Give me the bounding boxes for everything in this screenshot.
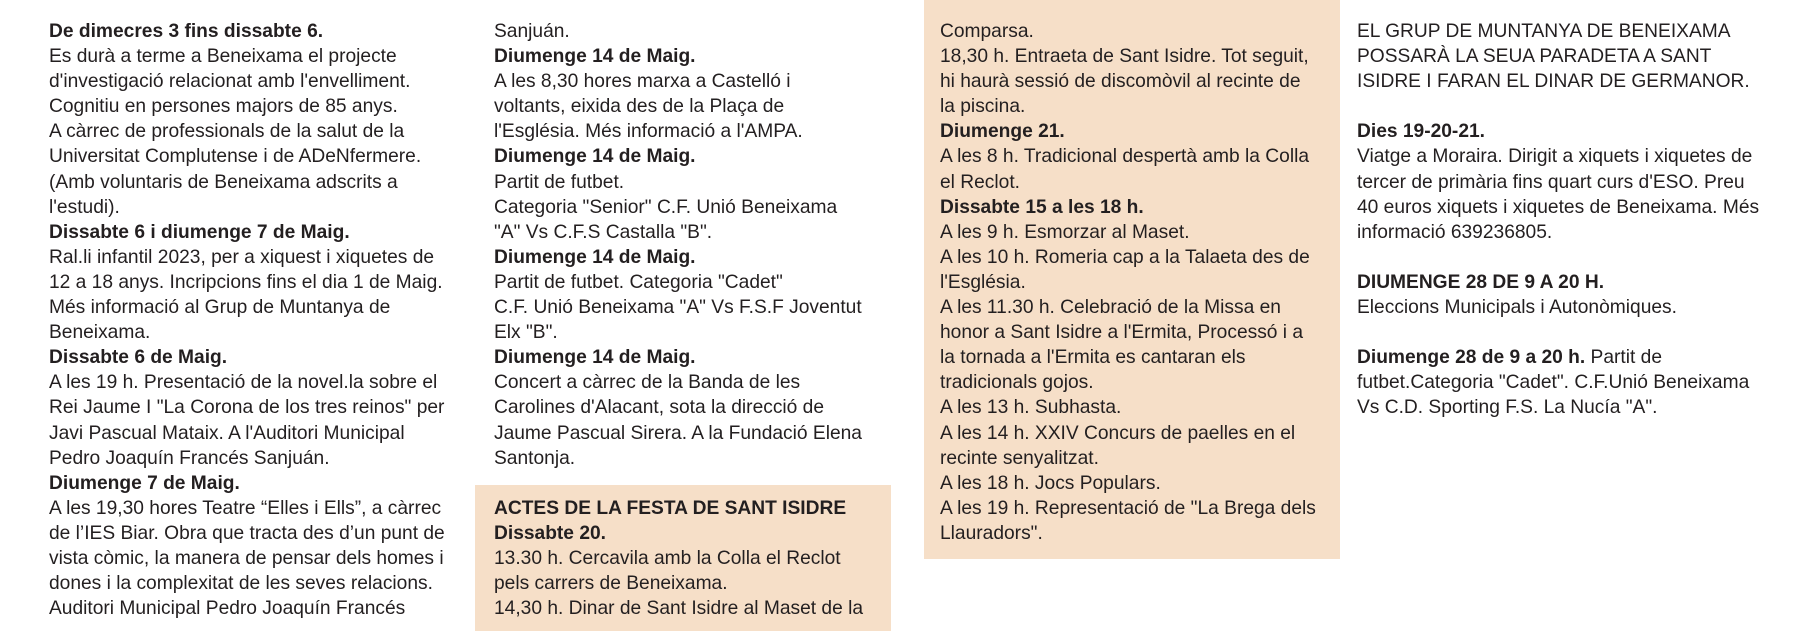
event-text: la tornada a l'Ermita es cantaran els — [940, 347, 1246, 369]
event-text: A les 13 h. Subhasta. — [940, 397, 1122, 419]
event-heading: Diumenge 14 de Maig. — [494, 146, 696, 168]
event-heading: Dissabte 6 i diumenge 7 de Maig. — [49, 221, 350, 243]
event-text: vista còmic, la manera de pensar dels homes i — [49, 547, 444, 569]
event-text: Llauradors". — [940, 522, 1043, 544]
event-heading: ACTES DE LA FESTA DE SANT ISIDRE — [494, 498, 847, 519]
event-text: A les 19,30 hores Teatre “Elles i Ells”, a càrrec — [49, 497, 442, 519]
event-text: Ral.li infantil 2023, per a xiquest i xiquetes de — [49, 246, 435, 268]
event-text: "A" Vs C.F.S Castalla "B". — [494, 221, 713, 243]
event-heading: Dissabte 20. — [494, 523, 606, 545]
event-text: A les 19 h. Representació de "La Brega dels — [940, 497, 1316, 519]
event-text: pels carrers de Beneixama. — [494, 573, 728, 595]
event-text: A les 19 h. Presentació de la novel.la sobre el — [49, 372, 438, 394]
event-text: Partit de futbet. Categoria "Cadet" — [494, 271, 783, 293]
sant-isidre-panel-left — [475, 485, 891, 631]
event-text: Més informació al Grup de Muntanya de — [49, 297, 391, 319]
event-text: Jaume Pascual Sirera. A la Fundació Elena — [494, 422, 862, 444]
event-text: tercer de primària fins quart curs d'ESO. Preu — [1357, 171, 1745, 193]
event-heading: Diumenge 28 de 9 a 20 h. — [1357, 347, 1586, 369]
event-text: ISIDRE I FARAN EL DINAR DE GERMANOR. — [1357, 71, 1750, 93]
event-text: A les 10 h. Romeria cap a la Talaeta des de — [940, 246, 1310, 268]
event-line — [1357, 345, 1777, 370]
event-text: Carolines d'Alacant, sota la direcció de — [494, 397, 825, 419]
event-text: Santonja. — [494, 447, 576, 469]
column-3 — [940, 19, 1335, 546]
event-text: Categoria "Senior" C.F. Unió Beneixama — [494, 196, 838, 218]
event-heading: Diumenge 14 de Maig. — [494, 347, 696, 369]
event-text: Viatge a Moraira. Dirigit a xiquets i xiquetes de — [1357, 146, 1753, 168]
spacer — [1357, 320, 1777, 345]
event-text: honor a Sant Isidre a l'Ermita, Processó i a — [940, 322, 1304, 344]
event-heading: Dies 19-20-21. — [1357, 121, 1485, 143]
event-text: futbet.Categoria "Cadet". C.F.Unió Beneixama — [1357, 372, 1750, 394]
spacer — [1357, 94, 1777, 119]
event-heading: Diumenge 21. — [940, 121, 1065, 143]
event-heading: Dissabte 15 a les 18 h. — [940, 196, 1144, 218]
event-text: 12 a 18 anys. Incripcions fins el dia 1 de Maig. — [49, 271, 443, 293]
event-text: 13.30 h. Cercavila amb la Colla el Reclot — [494, 548, 841, 570]
column-1 — [49, 19, 469, 621]
event-text: Elx "B". — [494, 322, 558, 344]
event-text: l'Església. Més informació a l'AMPA. — [494, 121, 803, 143]
event-text: A les 18 h. Jocs Populars. — [940, 472, 1161, 494]
event-heading: Diumenge 7 de Maig. — [49, 472, 240, 494]
event-text: A les 14 h. XXIV Concurs de paelles en el — [940, 422, 1296, 444]
event-heading: Diumenge 14 de Maig. — [494, 46, 696, 68]
event-text: voltants, eixida des de la Plaça de — [494, 96, 785, 118]
event-text: Vs C.D. Sporting F.S. La Nucía "A". — [1357, 397, 1658, 419]
event-text: 14,30 h. Dinar de Sant Isidre al Maset de la — [494, 598, 864, 620]
sant-isidre-panel-text — [494, 496, 889, 621]
event-text: Comparsa. — [940, 21, 1034, 42]
event-text: Beneixama. — [49, 322, 151, 344]
event-heading: Dissabte 6 de Maig. — [49, 347, 228, 369]
event-text: Universitat Complutense i de ADeNfermere. — [49, 146, 422, 168]
event-text: l'estudi). — [49, 196, 120, 218]
column-4 — [1357, 19, 1777, 421]
event-text: EL GRUP DE MUNTANYA DE BENEIXAMA — [1357, 21, 1731, 42]
event-text: Cognitiu en persones majors de 85 anys. — [49, 96, 398, 118]
event-text: l'Església. — [940, 271, 1026, 293]
event-heading: Diumenge 14 de Maig. — [494, 246, 696, 268]
event-text: Partit de futbet. — [494, 171, 625, 193]
event-text: A les 8 h. Tradicional despertà amb la Colla — [940, 146, 1310, 168]
event-heading: DIUMENGE 28 DE 9 A 20 H. — [1357, 271, 1605, 293]
event-text: 40 euros xiquets i xiquetes de Beneixama. Més — [1357, 196, 1760, 218]
event-text: Sanjuán. — [494, 21, 570, 42]
spacer — [1357, 245, 1777, 270]
event-text: A les 11.30 h. Celebració de la Missa en — [940, 297, 1281, 319]
event-text: A les 8,30 hores marxa a Castelló i — [494, 71, 791, 93]
event-text: recinte senyalitzat. — [940, 447, 1099, 469]
event-text: Concert a càrrec de la Banda de les — [494, 372, 801, 394]
event-text: Pedro Joaquín Francés Sanjuán. — [49, 447, 330, 469]
event-text: de l’IES Biar. Obra que tracta des d’un punt de — [49, 522, 445, 544]
event-text: Rei Jaume I "La Corona de los tres reinos" per — [49, 397, 445, 419]
event-heading: De dimecres 3 fins dissabte 6. — [49, 21, 324, 42]
event-text: Eleccions Municipals i Autonòmiques. — [1357, 297, 1677, 319]
event-text: la piscina. — [940, 96, 1026, 118]
event-text: A càrrec de professionals de la salut de la — [49, 121, 405, 143]
event-text: hi haurà sessió de discomòvil al recinte de — [940, 71, 1301, 93]
event-text: C.F. Unió Beneixama "A" Vs F.S.F Joventut — [494, 297, 862, 319]
event-text: tradicionals gojos. — [940, 372, 1094, 394]
event-text: Es durà a terme a Beneixama el projecte — [49, 46, 397, 68]
event-text: POSSARÀ LA SEUA PARADETA A SANT — [1357, 46, 1712, 68]
event-text: 18,30 h. Entraeta de Sant Isidre. Tot seguit, — [940, 46, 1309, 68]
event-text: dones i la complexitat de les seves relacions. — [49, 573, 433, 595]
event-text: Partit de — [1585, 347, 1663, 369]
event-text: (Amb voluntaris de Beneixama adscrits a — [49, 171, 398, 193]
event-text: Javi Pascual Mataix. A l'Auditori Municipal — [49, 422, 405, 444]
event-text: informació 639236805. — [1357, 221, 1553, 243]
column-2 — [494, 19, 894, 471]
event-text: el Reclot. — [940, 171, 1020, 193]
event-text: Auditori Municipal Pedro Joaquín Francés — [49, 598, 406, 620]
event-text: A les 9 h. Esmorzar al Maset. — [940, 221, 1190, 243]
event-text: d'investigació relacionat amb l'envelliment. — [49, 71, 411, 93]
